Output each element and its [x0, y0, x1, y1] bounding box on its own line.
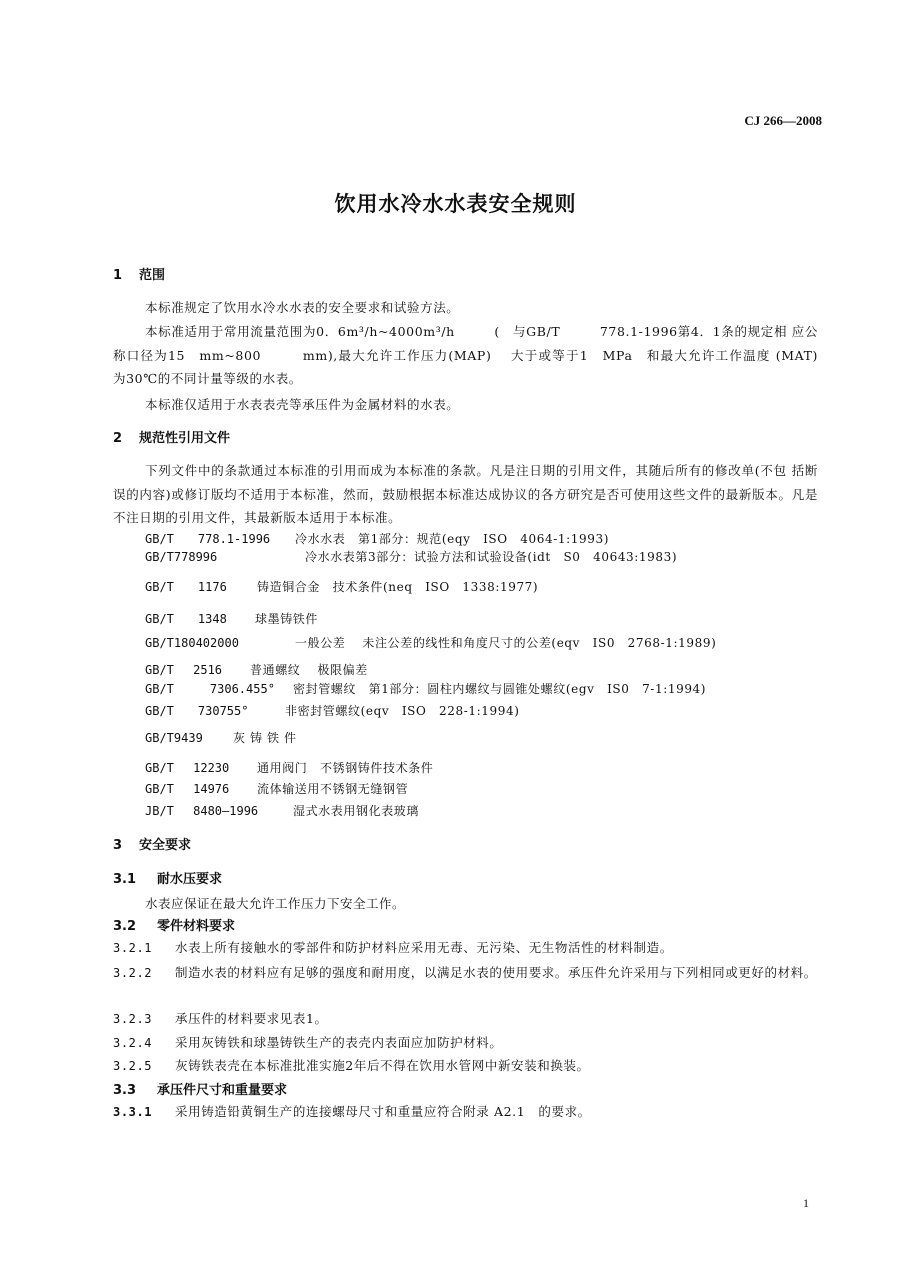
reference-code: GB/T180402000 — [145, 636, 239, 650]
clause-3-2-3 — [113, 1008, 818, 1030]
section-title: 规范性引用文件 — [139, 431, 231, 446]
section-number: 1 — [113, 268, 123, 283]
reference-title: 铸造铜合金 技术条件(neq ISO 1338:1977) — [257, 580, 539, 594]
reference-item — [145, 634, 716, 651]
clause-text: 采用灰铸铁和球墨铸铁生产的表壳内表面应加防护材料。 — [175, 1035, 503, 1050]
reference-item — [145, 780, 408, 797]
reference-item — [145, 729, 297, 746]
reference-code: JB/T 8480—1996 — [145, 804, 259, 818]
reference-item — [145, 578, 538, 595]
reference-code: GB/T 730755° — [145, 704, 249, 718]
subsection-3-3-heading — [113, 1079, 287, 1098]
section-number: 2 — [113, 431, 123, 446]
standard-number: CJ 266—2008 — [744, 113, 822, 128]
clause-3-2-5 — [113, 1055, 818, 1077]
page-number: 1 — [803, 1196, 809, 1210]
clause-3-2-1 — [113, 937, 818, 959]
reference-title: 非密封管螺纹(eqv ISO 228-1:1994) — [285, 704, 520, 718]
section-1-heading — [113, 264, 165, 283]
section-2-heading — [113, 427, 230, 446]
subsection-3-1-text: 水表应保证在最大允许工作压力下安全工作。 — [145, 896, 406, 911]
reference-code: GB/T 14976 — [145, 782, 230, 796]
reference-item — [145, 802, 419, 819]
reference-code: GB/T 7306.455° — [145, 682, 275, 696]
reference-title: 流体输送用不锈钢无缝钢管 — [257, 782, 409, 796]
reference-title: 灰 铸 铁 件 — [233, 731, 297, 745]
reference-item — [145, 610, 318, 627]
reference-title: 冷水水表 第1部分：规范(eqy ISO 4064-1:1993) — [295, 532, 609, 546]
reference-title: 湿式水表用钢化表玻璃 — [293, 804, 420, 818]
section-number: 3 — [113, 838, 123, 853]
reference-code: GB/T 1348 — [145, 612, 227, 626]
section-title: 安全要求 — [139, 838, 192, 853]
reference-title: 一般公差 未注公差的线性和角度尺寸的公差(eqv IS0 2768-1:1989) — [295, 636, 717, 650]
document-title: 饮用水冷水水表安全规则 — [334, 192, 577, 216]
reference-item — [145, 548, 677, 565]
clause-number: 3.2.3 — [113, 1012, 153, 1026]
clause-number: 3.2.2 — [113, 966, 153, 980]
reference-title: 密封管螺纹 第1部分：圆柱内螺纹与圆锥处螺纹(egv IS0 7-1:1994) — [293, 682, 707, 696]
reference-code: GB/T 12230 — [145, 761, 230, 775]
clause-3-3-1 — [113, 1101, 818, 1123]
reference-item — [145, 661, 368, 678]
reference-title: 普通螺纹 极限偏差 — [250, 663, 368, 677]
clause-number: 3.3.1 — [113, 1105, 153, 1119]
clause-number: 3.2.4 — [113, 1036, 153, 1050]
reference-code: GB/T778996 — [145, 550, 218, 564]
clause-text: 灰铸铁表壳在本标准批准实施2年后不得在饮用水管网中新安装和换装。 — [175, 1058, 590, 1073]
clause-number: 3.2.1 — [113, 941, 153, 955]
clause-text: 水表上所有接触水的零部件和防护材料应采用无毒、无污染、无生物活性的材料制造。 — [175, 940, 673, 955]
reference-item — [145, 680, 706, 697]
clause-3-2-2 — [113, 962, 818, 984]
subsection-title: 耐水压要求 — [157, 872, 223, 887]
reference-item — [145, 759, 433, 776]
reference-code: GB/T9439 — [145, 731, 203, 745]
reference-item — [145, 702, 520, 719]
subsection-number: 3.1 — [113, 872, 137, 887]
section-1-para-3: 本标准仅适用于水表表壳等承压件为金属材料的水表。 — [145, 397, 460, 412]
subsection-title: 零件材料要求 — [157, 919, 236, 934]
reference-code: GB/T 1176 — [145, 580, 227, 594]
reference-code: GB/T 778.1-1996 — [145, 532, 271, 546]
subsection-3-1-heading — [113, 868, 222, 887]
subsection-3-2-heading — [113, 915, 235, 934]
section-title: 范围 — [139, 268, 166, 283]
section-1-para-1: 本标准规定了饮用水冷水水表的安全要求和试验方法。 — [145, 300, 460, 315]
reference-code: GB/T 2516 — [145, 663, 223, 677]
subsection-number: 3.2 — [113, 919, 137, 934]
clause-text: 制造水表的材料应有足够的强度和耐用度，以满足水表的使用要求。承压件允许采用与下列相同或更好的材料。 — [175, 965, 817, 980]
reference-title: 冷水水表第3部分：试验方法和试验设备(idt S0 40643:1983) — [305, 550, 678, 564]
section-3-heading — [113, 834, 191, 853]
clause-text: 承压件的材料要求见表1。 — [175, 1011, 328, 1026]
clause-text: 采用铸造铅黄铜生产的连接螺母尺寸和重量应符合附录 A2.1 的要求。 — [175, 1104, 591, 1119]
subsection-title: 承压件尺寸和重量要求 — [157, 1083, 288, 1098]
reference-title: 球墨铸铁件 — [255, 612, 319, 626]
section-2-intro: 下列文件中的条款通过本标准的引用而成为本标准的条款。凡是注日期的引用文件，其随后所有的修改单(不包 括断误的内容)或修订版均不适用于本标准，然而，鼓励根据本标准达成协议的各方研究是否可使用这些文件的最新版本。凡是不注日期的引用文件，其最新版本适用于本标准。 — [113, 463, 818, 525]
section-1-para-2: 本标准适用于常用流量范围为0．6m³/h~4000m³/h ( 与GB/T 778.1-1996第4．1条的规定相 应公称口径为15 mm~800 mm),最大允许工作压力(MAP) 大于或等于1 MPa 和最大允许工作温度 (MAT) 为30℃的不同计量等级的水表。 — [113, 324, 836, 386]
subsection-number: 3.3 — [113, 1083, 137, 1098]
reference-title: 通用阀门 不锈钢铸件技术条件 — [257, 761, 434, 775]
clause-number: 3.2.5 — [113, 1059, 153, 1073]
clause-3-2-4 — [113, 1032, 818, 1054]
reference-item — [145, 530, 609, 547]
